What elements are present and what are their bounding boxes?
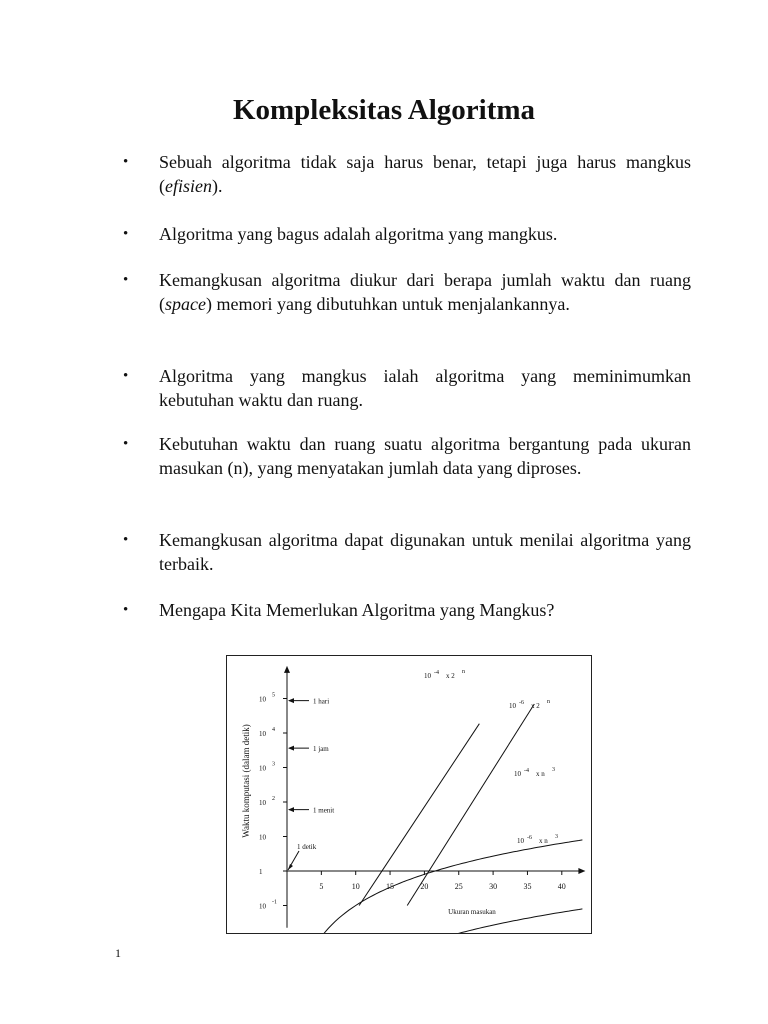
- y-tick-label: 10: [259, 695, 266, 704]
- y-tick-label: 10: [259, 764, 266, 773]
- bullet-text-after: ) memori yang dibutuhkan untuk menjalankannya.: [205, 294, 570, 314]
- series-label-exp2: n: [547, 699, 550, 705]
- annotation-arrowhead: [288, 864, 293, 870]
- bullet-text: Mengapa Kita Memerlukan Algoritma yang Mangkus?: [159, 600, 555, 620]
- x-tick-label: 35: [523, 882, 532, 891]
- bullet-emphasis: efisien: [165, 176, 212, 196]
- series-label-base: 10: [514, 770, 521, 778]
- bullet-dot: •: [123, 532, 129, 548]
- bullet-text: Kemangkusan algoritma dapat digunakan untuk menilai algoritma yang terbaik.: [159, 530, 691, 574]
- x-tick-label: 15: [386, 882, 395, 891]
- y-axis-arrow: [284, 666, 290, 673]
- bullet-emphasis: space: [165, 294, 206, 314]
- series-label-mid: x n: [539, 837, 548, 845]
- bullet-text-after: ).: [212, 176, 223, 196]
- series-label-base: 10: [517, 837, 524, 845]
- bullet-dot: •: [123, 368, 129, 384]
- y-tick-label: 10: [259, 833, 266, 842]
- y-tick-exponent: 2: [272, 796, 275, 802]
- y-tick-label: 1: [259, 868, 263, 876]
- page-title: Kompleksitas Algoritma: [232, 94, 536, 126]
- x-tick-label: 40: [557, 882, 566, 891]
- annotation-label: 1 jam: [313, 745, 329, 754]
- series-label-mid: x 2: [446, 672, 455, 680]
- series-label-base: 10: [509, 702, 516, 710]
- y-tick-exponent: -1: [272, 899, 277, 906]
- y-tick-exponent: 5: [272, 692, 275, 699]
- y-tick-label: 10: [259, 902, 266, 911]
- bullet-item: [123, 222, 691, 246]
- bullet-item: [123, 150, 691, 198]
- bullet-item: [123, 432, 691, 480]
- series-label-exp2: 3: [552, 767, 555, 773]
- bullet-dot: •: [123, 436, 129, 452]
- bullet-text: Algoritma yang mangkus ialah algoritma yang meminimumkan kebutuhan waktu dan ruang.: [159, 366, 691, 410]
- bullet-item: [123, 364, 691, 412]
- y-tick-label: 10: [259, 799, 266, 807]
- bullet-dot: •: [123, 602, 129, 618]
- x-axis-label: Ukuran masukan: [448, 908, 496, 916]
- series-label-mid: x n: [536, 770, 545, 778]
- x-tick-label: 30: [489, 882, 498, 891]
- series-label-exp: -4: [524, 768, 529, 774]
- bullet-text: Kemangkusan algoritma diukur dari berapa jumlah waktu dan ruang (: [159, 270, 691, 314]
- bullet-dot: •: [123, 226, 129, 242]
- x-tick-label: 10: [351, 882, 360, 891]
- annotation-label: 1 hari: [313, 697, 330, 706]
- x-tick-label: 25: [454, 882, 463, 891]
- series-label-exp2: n: [462, 669, 465, 675]
- y-tick-label: 10: [259, 730, 266, 738]
- x-tick-label: 5: [319, 882, 324, 891]
- bullet-item: [123, 268, 691, 316]
- annotation-arrowhead: [288, 698, 294, 703]
- complexity-chart: [226, 655, 592, 934]
- bullet-item: [123, 528, 691, 576]
- bullet-item: [123, 598, 691, 622]
- annotation-arrowhead: [288, 807, 294, 812]
- annotation-label: 1 detik: [297, 843, 317, 851]
- x-axis-arrow: [578, 868, 585, 874]
- series-label-exp2: 3: [555, 834, 558, 840]
- series-label-exp: -6: [527, 835, 532, 841]
- bullet-text: Algoritma yang bagus adalah algoritma yang mangkus.: [159, 224, 558, 244]
- bullet-dot: •: [123, 154, 129, 170]
- y-tick-exponent: 4: [272, 727, 275, 733]
- series-label-exp: -6: [519, 700, 524, 706]
- bullet-dot: •: [123, 272, 129, 288]
- series-label-base: 10: [424, 672, 431, 680]
- x-tick-label: 20: [420, 882, 429, 891]
- bullet-text: Sebuah algoritma tidak saja harus benar, tetapi juga harus mangkus (: [159, 152, 691, 196]
- y-axis-label: Waktu komputasi (dalam detik): [241, 724, 251, 838]
- bullet-text: Kebutuhan waktu dan ruang suatu algoritma bergantung pada ukuran masukan (n), yang menyatakan jumlah data yang diproses.: [159, 434, 691, 478]
- series-label-mid: x 2: [531, 702, 540, 710]
- page-number: 1: [115, 946, 121, 960]
- annotation-label: 1 menit: [313, 806, 335, 815]
- annotation-arrowhead: [288, 746, 294, 751]
- y-tick-exponent: 3: [272, 761, 275, 768]
- series-curve: [359, 724, 479, 906]
- series-label-exp: -4: [434, 670, 439, 676]
